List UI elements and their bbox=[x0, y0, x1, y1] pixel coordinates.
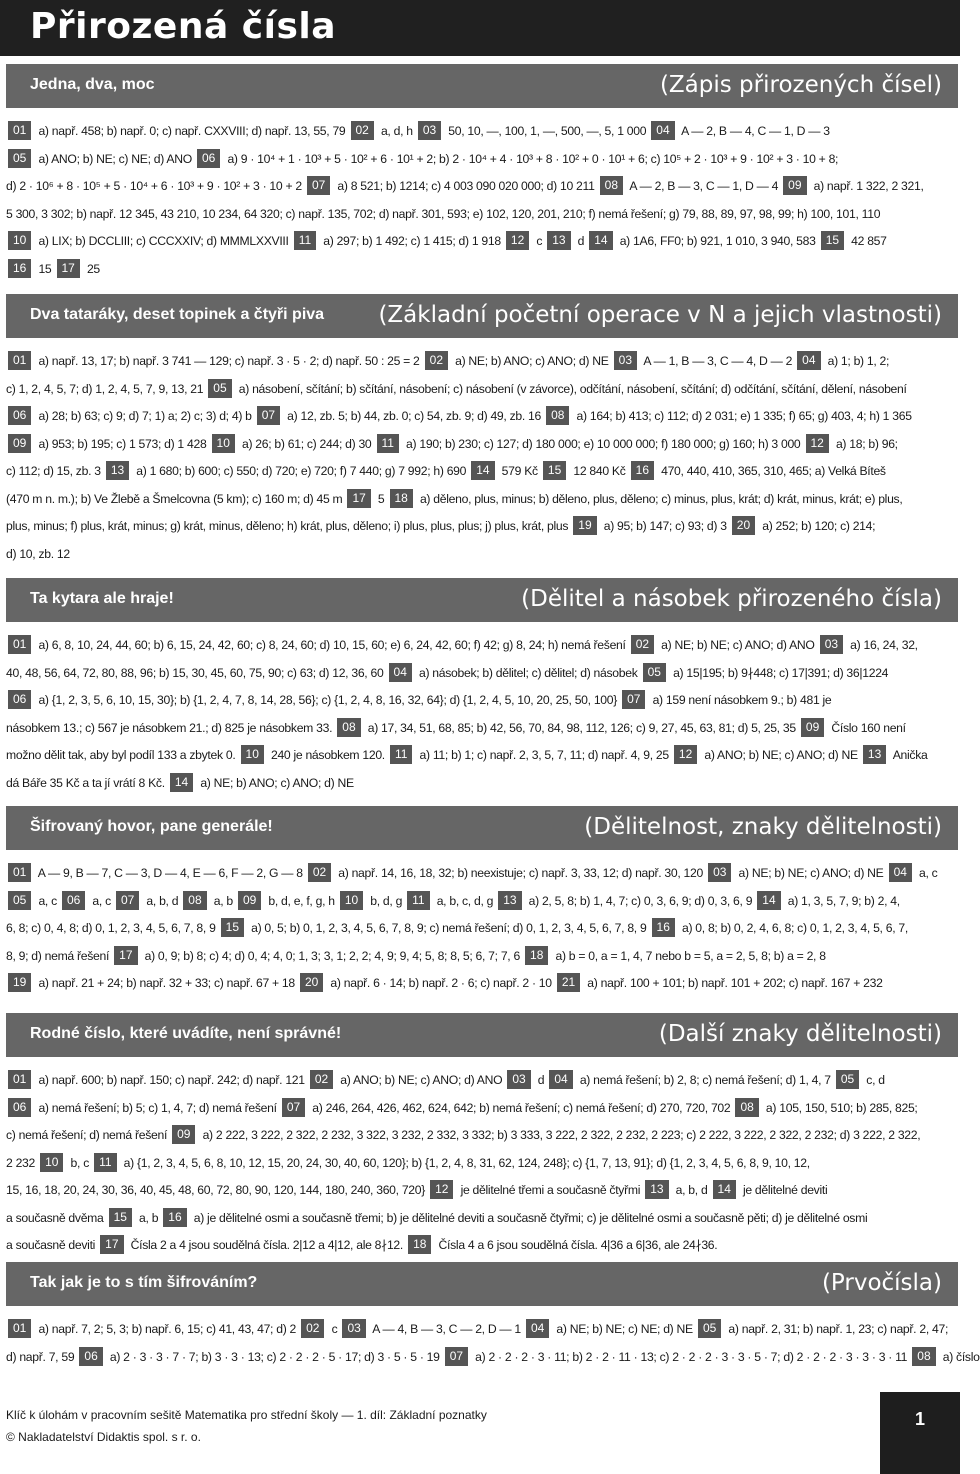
exercise-number-badge: 12 bbox=[506, 231, 529, 250]
section-title: Rodné číslo, které uvádíte, není správné! bbox=[30, 1025, 342, 1042]
answer-line: 6, 8; c) 0, 4, 8; d) 0, 1, 2, 3, 4, 5, 6, 7, 8, 9 15 a) 0, 5; b) 0, 1, 2, 3, 4, 5, 6, 7, 8, 9; c) nemá řešení; d) 0, 1, 2, 3, 4, 5, 6, 7, 8, 9 16 a) 0, 8; b) 0, 2, 4, 6, 8; c) 0, 1, 2, 3, 4, 5, 6, 7, bbox=[6, 920, 908, 935]
exercise-number-badge: 03 bbox=[507, 1070, 530, 1089]
section-topic: (Dělitelnost, znaky dělitelnosti) bbox=[584, 814, 942, 840]
section-title: Ta kytara ale hraje! bbox=[30, 590, 174, 607]
exercise-number-badge: 14 bbox=[170, 773, 193, 792]
exercise-number-badge: 17 bbox=[347, 489, 370, 508]
exercise-number-badge: 13 bbox=[645, 1180, 668, 1199]
exercise-number-badge: 13 bbox=[547, 231, 570, 250]
exercise-number-badge: 03 bbox=[708, 863, 731, 882]
exercise-number-badge: 09 bbox=[238, 891, 261, 910]
exercise-number-badge: 07 bbox=[307, 176, 330, 195]
exercise-number-badge: 05 bbox=[8, 891, 31, 910]
exercise-number-badge: 01 bbox=[8, 351, 31, 370]
page-number-box bbox=[880, 1392, 960, 1474]
answer-line: d) 10, zb. 12 bbox=[6, 546, 70, 561]
exercise-number-badge: 02 bbox=[425, 351, 448, 370]
exercise-number-badge: 04 bbox=[889, 863, 912, 882]
exercise-number-badge: 02 bbox=[351, 121, 374, 140]
exercise-number-badge: 05 bbox=[208, 379, 231, 398]
answer-line: 06 a) {1, 2, 3, 5, 6, 10, 15, 30}; b) {1, 2, 4, 7, 8, 14, 28, 56}; c) {1, 2, 4, 8, 16, 32, 64}; d) {1, 2, 4, 5, 10, 20, 25, 50, 100} 07 a) 159 není násobkem 9.; b) 481 je bbox=[6, 687, 958, 715]
answer-line: 01 a) např. 458; b) např. 0; c) např. CXXVIII; d) např. 13, 55, 79 02 a, d, h 03 50, 10, —, 100, 1, —, 500, —, 5, 1 000 04 A — 2, B — 4, C — 1, D — 3 bbox=[6, 118, 958, 146]
exercise-number-badge: 06 bbox=[8, 1098, 31, 1117]
footer-book-title: Klíč k úlohám v pracovním sešitě Matematika pro střední školy — 1. díl: Základní poznatky bbox=[6, 1408, 487, 1422]
answer-line: d) např. 7, 59 06 a) 2 · 3 · 3 · 7 · 7; b) 3 · 3 · 13; c) 2 · 2 · 2 · 5 · 17; d) 3 · 5 · 5 · 19 07 a) 2 · 2 · 2 · 3 · 11; b) 2 · 2 · 11 · 13; c) 2 · 2 · 2 · 3 · 3 · 5 · 7; d) 2 · 2 · 2 · 3 · 3 · 3 · 11 08 a) číslo bbox=[6, 1348, 980, 1364]
answer-line: 16 15 17 25 bbox=[6, 256, 958, 284]
answer-line: 15, 16, 18, 20, 24, 30, 36, 40, 45, 48, 60, 72, 80, 90, 120, 144, 180, 240, 360, 720} 12 je dělitelné třemi a současně čtyřmi 13 a, b, d 14 je dělitelné deviti bbox=[6, 1182, 828, 1197]
page-title: Přirozená čísla bbox=[30, 6, 337, 47]
answer-line: 06 a) nemá řešení; b) 5; c) 1, 4, 7; d) nemá řešení 07 a) 246, 264, 426, 462, 624, 642; b) nemá řešení; c) nemá řešení; d) 270, 720, 702 08 a) 105, 150, 510; b) 285, 825; bbox=[6, 1095, 958, 1123]
exercise-number-badge: 03 bbox=[820, 635, 843, 654]
page-footer bbox=[0, 1392, 960, 1474]
section-topic: (Základní početní operace v N a jejich vlastnosti) bbox=[378, 302, 942, 328]
exercise-number-badge: 08 bbox=[337, 718, 360, 737]
answer-line: c) 112; d) 15, zb. 3 13 a) 1 680; b) 600; c) 550; d) 720; e) 720; f) 7 440; g) 7 992; h) 690 14 579 Kč 15 12 840 Kč 16 470, 440, 410, 365, 310, 465; a) Velká Bíteš bbox=[6, 463, 886, 478]
exercise-number-badge: 04 bbox=[549, 1070, 572, 1089]
exercise-number-badge: 07 bbox=[282, 1098, 305, 1117]
exercise-number-badge: 11 bbox=[407, 891, 429, 910]
exercise-number-badge: 09 bbox=[8, 434, 31, 453]
section bbox=[6, 578, 958, 797]
exercise-number-badge: 18 bbox=[390, 489, 413, 508]
footer-copyright: © Nakladatelství Didaktis spol. s r. o. bbox=[6, 1430, 201, 1444]
section bbox=[6, 294, 958, 568]
answer-line: možno dělit tak, aby byl podíl 133 a zbytek 0. 10 240 je násobkem 120. 11 a) 11; b) 1; c) např. 2, 3, 5, 7, 11; d) např. 4, 9, 25 12 a) ANO; b) NE; c) ANO; d) NE 13 Anička bbox=[6, 747, 928, 762]
answer-line: násobkem 13.; c) 567 je násobkem 21.; d) 825 je násobkem 33. 08 a) 17, 34, 51, 68, 85; b) 42, 56, 70, 84, 98, 112, 126; c) 9, 27, 45, 63, 81; d) 5, 25, 35 09 Číslo 160 není bbox=[6, 719, 906, 735]
page-number: 1 bbox=[914, 1409, 925, 1429]
exercise-number-badge: 09 bbox=[172, 1125, 195, 1144]
exercise-number-badge: 08 bbox=[183, 891, 206, 910]
section-header bbox=[6, 64, 958, 108]
exercise-number-badge: 07 bbox=[116, 891, 139, 910]
answer-line: 01 a) např. 7, 2; 5, 3; b) např. 6, 15; c) 41, 43, 47; d) 2 02 c 03 A — 4, B — 3, C — 2, D — 1 04 a) NE; b) NE; c) NE; d) NE 05 a) např. 2, 31; b) např. 1, 23; c) např. 2, 47; bbox=[6, 1316, 958, 1344]
exercise-number-badge: 01 bbox=[8, 121, 31, 140]
section bbox=[6, 806, 958, 998]
exercise-number-badge: 16 bbox=[8, 259, 31, 278]
section-title: Šifrovaný hovor, pane generále! bbox=[30, 818, 273, 835]
exercise-number-badge: 10 bbox=[8, 231, 31, 250]
exercise-number-badge: 10 bbox=[241, 745, 264, 764]
section-header bbox=[6, 1262, 958, 1306]
exercise-number-badge: 16 bbox=[163, 1208, 186, 1227]
exercise-number-badge: 09 bbox=[783, 176, 806, 195]
answer-line: dá Báře 35 Kč a ta jí vrátí 8 Kč. 14 a) NE; b) ANO; c) ANO; d) NE bbox=[6, 774, 354, 790]
answer-line: d) 2 · 10⁶ + 8 · 10⁵ + 5 · 10⁴ + 6 · 10³ + 9 · 10² + 3 · 10 + 2 07 a) 8 521; b) 1214; c) 4 003 090 020 000; d) 10 211 08 A — 2, B — 3, C — 1, D — 4 09 a) např. 1 322, 2 321, bbox=[6, 178, 924, 193]
answer-line: 5 300, 3 302; b) např. 12 345, 43 210, 10 234, 64 320; c) např. 135, 702; d) např. 301, 593; e) 102, 120, 201, 210; f) nemá řešení; g) 79, 88, 89, 97, 98, 99; h) 100, 101, 110 bbox=[6, 206, 881, 221]
exercise-number-badge: 15 bbox=[543, 461, 566, 480]
exercise-number-badge: 01 bbox=[8, 635, 31, 654]
section bbox=[6, 1262, 980, 1371]
exercise-number-badge: 05 bbox=[836, 1070, 859, 1089]
exercise-number-badge: 16 bbox=[652, 918, 675, 937]
exercise-number-badge: 05 bbox=[643, 663, 666, 682]
exercise-number-badge: 11 bbox=[390, 745, 412, 764]
exercise-number-badge: 21 bbox=[557, 973, 580, 992]
exercise-number-badge: 13 bbox=[498, 891, 521, 910]
exercise-number-badge: 18 bbox=[525, 946, 548, 965]
exercise-number-badge: 05 bbox=[698, 1319, 721, 1338]
exercise-number-badge: 06 bbox=[8, 690, 31, 709]
exercise-number-badge: 03 bbox=[614, 351, 637, 370]
exercise-number-badge: 02 bbox=[308, 863, 331, 882]
exercise-number-badge: 17 bbox=[114, 946, 137, 965]
answer-line: (470 m n. m.); b) Ve Žlebě a Šmelcovna (5 km); c) 160 m; d) 45 m 17 5 18 a) děleno, plus, minus; b) děleno, plus, děleno; c) minus, plus, krát; d) krát, minus, krát; e) plus, bbox=[6, 490, 903, 506]
exercise-number-badge: 13 bbox=[106, 461, 129, 480]
answer-line: 40, 48, 56, 64, 72, 80, 88, 96; b) 15, 30, 45, 60, 75, 90; c) 63; d) 12, 36, 60 04 a) násobek; b) dělitel; c) dělitel; d) násobek 05 a) 15|195; b) 9∤448; c) 17|391; d) 36|1224 bbox=[6, 664, 889, 680]
section-header bbox=[6, 294, 958, 338]
section-header bbox=[6, 1013, 958, 1057]
answer-line: 09 a) 953; b) 195; c) 1 573; d) 1 428 10 a) 26; b) 61; c) 244; d) 30 11 a) 190; b) 230; c) 127; d) 180 000; e) 10 000 000; f) 180 000; g) 160; h) 3 000 12 a) 18; b) 96; bbox=[6, 431, 958, 459]
section-title: Jedna, dva, moc bbox=[30, 76, 155, 93]
answer-line: 01 a) např. 600; b) např. 150; c) např. 242; d) např. 121 02 a) ANO; b) NE; c) ANO; d) ANO 03 d 04 a) nemá řešení; b) 2, 8; c) nemá řešení; d) 1, 4, 7 05 c, d bbox=[6, 1067, 958, 1095]
answer-line: 01 a) např. 13, 17; b) např. 3 741 — 129; c) např. 3 · 5 · 2; d) např. 50 : 25 = 2 02 a) NE; b) ANO; c) ANO; d) NE 03 A — 1, B — 3, C — 4, D — 2 04 a) 1; b) 1, 2; bbox=[6, 348, 958, 376]
section-title: Dva tataráky, deset topinek a čtyři piva bbox=[30, 306, 325, 323]
exercise-number-badge: 11 bbox=[294, 231, 316, 250]
exercise-number-badge: 04 bbox=[797, 351, 820, 370]
answer-line: 2 232 10 b, c 11 a) {1, 2, 3, 4, 5, 6, 8, 10, 12, 15, 20, 24, 30, 40, 60, 120}; b) {1, 2, 4, 8, 31, 62, 124, 248}; c) {1, 7, 13, 91}; d) {1, 2, 3, 4, 5, 6, 8, 9, 10, 12, bbox=[6, 1154, 810, 1170]
section bbox=[6, 1013, 958, 1260]
exercise-number-badge: 01 bbox=[8, 1319, 31, 1338]
exercise-number-badge: 10 bbox=[340, 891, 363, 910]
exercise-number-badge: 10 bbox=[212, 434, 235, 453]
section-title: Tak jak je to s tím šifrováním? bbox=[30, 1274, 258, 1291]
exercise-number-badge: 15 bbox=[821, 231, 844, 250]
answer-line: c) 1, 2, 4, 5, 7; d) 1, 2, 4, 5, 7, 9, 13, 21 05 a) násobení, sčítání; b) sčítání, násobení; c) násobení (v závorce), odčítání, násobení, sčítání; d) odčítání, sčítání, dělení, násobení bbox=[6, 380, 907, 396]
section-header bbox=[6, 806, 958, 850]
exercise-number-badge: 18 bbox=[408, 1235, 431, 1254]
exercise-number-badge: 20 bbox=[732, 516, 755, 535]
exercise-number-badge: 06 bbox=[197, 149, 220, 168]
exercise-number-badge: 19 bbox=[8, 973, 31, 992]
exercise-number-badge: 01 bbox=[8, 863, 31, 882]
exercise-number-badge: 17 bbox=[100, 1235, 123, 1254]
exercise-number-badge: 04 bbox=[526, 1319, 549, 1338]
exercise-number-badge: 04 bbox=[651, 121, 674, 140]
exercise-number-badge: 11 bbox=[94, 1153, 116, 1172]
answer-line: 05 a, c 06 a, c 07 a, b, d 08 a, b 09 b, d, e, f, g, h 10 b, d, g 11 a, b, c, d, g 13 a) 2, 5, 8; b) 1, 4, 7; c) 0, 3, 6, 9; d) 0, 3, 6, 9 14 a) 1, 3, 5, 7, 9; b) 2, 4, bbox=[6, 888, 958, 916]
answer-line: plus, minus; f) plus, krát, minus; g) krát, minus, děleno; h) krát, plus, děleno; i) plus, plus, plus; j) plus, krát, plus 19 a) 95; b) 147; c) 93; d) 3 20 a) 252; b) 120; c) 214; bbox=[6, 518, 876, 533]
exercise-number-badge: 06 bbox=[62, 891, 85, 910]
exercise-number-badge: 09 bbox=[801, 718, 824, 737]
exercise-number-badge: 02 bbox=[631, 635, 654, 654]
exercise-number-badge: 03 bbox=[418, 121, 441, 140]
answer-line: 19 a) např. 21 + 24; b) např. 32 + 33; c) např. 67 + 18 20 a) např. 6 · 14; b) např. 2 · 6; c) např. 2 · 10 21 a) např. 100 + 101; b) např. 101 + 202; c) např. 167 + 232 bbox=[6, 970, 958, 998]
exercise-number-badge: 20 bbox=[300, 973, 323, 992]
exercise-number-badge: 08 bbox=[735, 1098, 758, 1117]
exercise-number-badge: 16 bbox=[631, 461, 654, 480]
page-title-bar bbox=[0, 0, 960, 56]
section-topic: (Prvočísla) bbox=[821, 1270, 942, 1296]
exercise-number-badge: 14 bbox=[589, 231, 612, 250]
exercise-number-badge: 14 bbox=[471, 461, 494, 480]
exercise-number-badge: 14 bbox=[757, 891, 780, 910]
exercise-number-badge: 03 bbox=[342, 1319, 365, 1338]
exercise-number-badge: 06 bbox=[79, 1347, 102, 1366]
exercise-number-badge: 08 bbox=[546, 406, 569, 425]
answer-line: 01 a) 6, 8, 10, 24, 44, 60; b) 6, 15, 24, 42, 60; c) 8, 24, 60; d) 10, 15, 60; e) 6, 24, 42, 60; f) 42; g) 8, 24; h) nemá řešení 02 a) NE; b) NE; c) ANO; d) ANO 03 a) 16, 24, 32, bbox=[6, 632, 958, 660]
answer-line: a současně deviti 17 Čísla 2 a 4 jsou soudělná čísla. 2|12 a 4|12, ale 8∤12. 18 Čísla 4 a 6 jsou soudělná čísla. 4|36 a 6|36, ale 24∤36. bbox=[6, 1237, 718, 1252]
answer-line: 8, 9; d) nemá řešení 17 a) 0, 9; b) 8; c) 4; d) 0, 4; 4, 0; 1, 3; 3, 1; 2, 2; 4, 9; 9, 4; 5, 8; 8, 5; 6, 7; 7, 6 18 a) b = 0, a = 1, 4, 7 nebo b = 5, a = 2, 5, 8; b) a = 2, 8 bbox=[6, 947, 826, 963]
exercise-number-badge: 10 bbox=[40, 1153, 63, 1172]
exercise-number-badge: 02 bbox=[301, 1319, 324, 1338]
exercise-number-badge: 14 bbox=[713, 1180, 736, 1199]
section-topic: (Zápis přirozených čísel) bbox=[659, 72, 942, 98]
exercise-number-badge: 15 bbox=[109, 1208, 132, 1227]
exercise-number-badge: 05 bbox=[8, 149, 31, 168]
exercise-number-badge: 12 bbox=[674, 745, 697, 764]
section bbox=[6, 64, 958, 283]
exercise-number-badge: 04 bbox=[389, 663, 412, 682]
answer-line: 01 A — 9, B — 7, C — 3, D — 4, E — 6, F — 2, G — 8 02 a) např. 14, 16, 18, 32; b) neexistuje; c) např. 3, 33, 12; d) např. 30, 120 03 a) NE; b) NE; c) ANO; d) NE 04 a, c bbox=[6, 860, 958, 888]
exercise-number-badge: 01 bbox=[8, 1070, 31, 1089]
exercise-number-badge: 07 bbox=[445, 1347, 468, 1366]
exercise-number-badge: 12 bbox=[806, 434, 829, 453]
answer-line: 05 a) ANO; b) NE; c) NE; d) ANO 06 a) 9 · 10⁴ + 1 · 10³ + 5 · 10² + 6 · 10¹ + 2; b) 2 · 10⁴ + 4 · 10³ + 8 · 10² + 0 · 10¹ + 6; c) 10⁵ + 2 · 10³ + 9 · 10² + 3 · 10 + 8; bbox=[6, 146, 958, 174]
exercise-number-badge: 07 bbox=[622, 690, 645, 709]
section-topic: (Další znaky dělitelnosti) bbox=[658, 1021, 942, 1047]
exercise-number-badge: 11 bbox=[377, 434, 399, 453]
exercise-number-badge: 19 bbox=[573, 516, 596, 535]
answer-line: 06 a) 28; b) 63; c) 9; d) 7; 1) a; 2) c; 3) d; 4) b 07 a) 12, zb. 5; b) 44, zb. 0; c) 54, zb. 9; d) 49, zb. 16 08 a) 164; b) 413; c) 112; d) 2 031; e) 1 335; f) 65; g) 403, 4; h) 1 365 bbox=[6, 403, 958, 431]
exercise-number-badge: 12 bbox=[430, 1180, 453, 1199]
exercise-number-badge: 15 bbox=[221, 918, 244, 937]
answer-line: c) nemá řešení; d) nemá řešení 09 a) 2 222, 3 222, 2 322, 2 232, 3 322, 3 232, 2 332, 3 332; b) 3 333, 3 222, 2 322, 2 232, 2 223; c) 2 222, 3 222, 2 322, 2 232; d) 3 222, 2 322, bbox=[6, 1127, 921, 1142]
exercise-number-badge: 13 bbox=[863, 745, 886, 764]
section-topic: (Dělitel a násobek přirozeného čísla) bbox=[521, 586, 942, 612]
answer-line: 10 a) LIX; b) DCCLIII; c) CCCXXIV; d) MMMLXXVIII 11 a) 297; b) 1 492; c) 1 415; d) 1 918 12 c 13 d 14 a) 1A6, FF0; b) 921, 1 010, 3 940, 583 15 42 857 bbox=[6, 228, 958, 256]
exercise-number-badge: 17 bbox=[57, 259, 80, 278]
section-header bbox=[6, 578, 958, 622]
exercise-number-badge: 08 bbox=[600, 176, 623, 195]
exercise-number-badge: 07 bbox=[257, 406, 280, 425]
exercise-number-badge: 06 bbox=[8, 406, 31, 425]
exercise-number-badge: 08 bbox=[912, 1347, 935, 1366]
exercise-number-badge: 02 bbox=[310, 1070, 333, 1089]
answer-line: a současně dvěma 15 a, b 16 a) je dělitelné osmi a současně třemi; b) je dělitelné deviti a současně čtyřmi; c) je dělitelné osmi a současně pěti; d) je dělitelné osmi bbox=[6, 1209, 868, 1225]
